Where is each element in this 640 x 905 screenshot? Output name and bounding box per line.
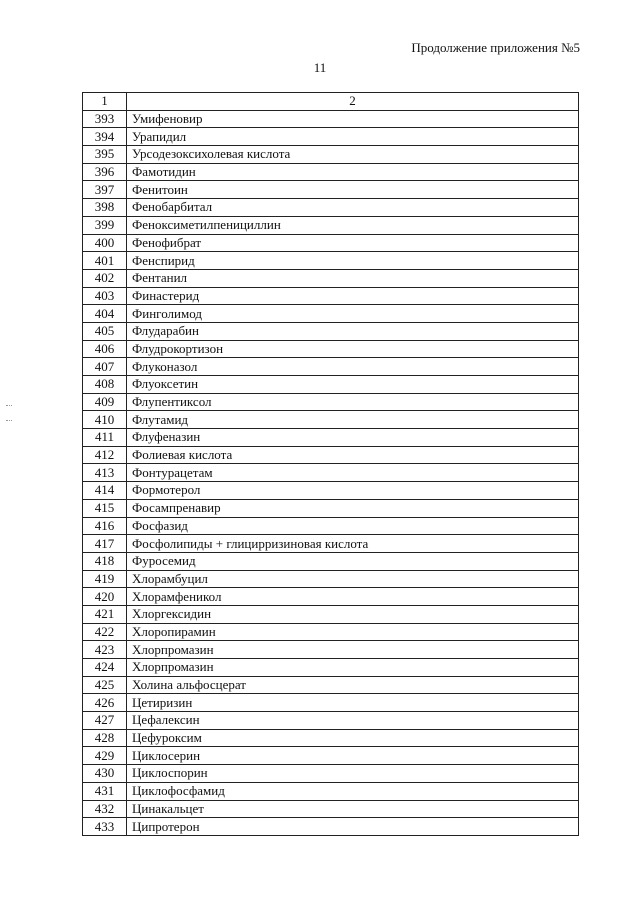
table-row xyxy=(83,358,579,376)
table-row xyxy=(83,605,579,623)
margin-mark xyxy=(6,420,12,421)
table-row xyxy=(83,322,579,340)
table-row xyxy=(83,552,579,570)
table-row xyxy=(83,623,579,641)
margin-mark xyxy=(6,405,12,406)
drug-name: Флуоксетин xyxy=(127,376,579,394)
row-number: 416 xyxy=(83,517,127,535)
row-number: 401 xyxy=(83,252,127,270)
drug-name: Хлорамфеникол xyxy=(127,588,579,606)
table-row xyxy=(83,128,579,146)
row-number: 420 xyxy=(83,588,127,606)
table-row xyxy=(83,517,579,535)
table-row xyxy=(83,765,579,783)
table-row xyxy=(83,234,579,252)
drug-name: Фенобарбитал xyxy=(127,199,579,217)
drug-name: Флупентиксол xyxy=(127,393,579,411)
drug-name: Цетиризин xyxy=(127,694,579,712)
row-number: 430 xyxy=(83,765,127,783)
drug-name: Фентанил xyxy=(127,269,579,287)
drug-name: Цефалексин xyxy=(127,712,579,730)
row-number: 394 xyxy=(83,128,127,146)
drug-name: Циклоспорин xyxy=(127,765,579,783)
table-row xyxy=(83,110,579,128)
row-number: 399 xyxy=(83,216,127,234)
table-row xyxy=(83,694,579,712)
row-number: 429 xyxy=(83,747,127,765)
drug-name: Флуфеназин xyxy=(127,429,579,447)
table-row xyxy=(83,588,579,606)
drug-name: Фосфолипиды + глицирризиновая кислота xyxy=(127,535,579,553)
row-number: 418 xyxy=(83,552,127,570)
table-row xyxy=(83,464,579,482)
row-number: 415 xyxy=(83,499,127,517)
drug-name: Финголимод xyxy=(127,305,579,323)
row-number: 417 xyxy=(83,535,127,553)
row-number: 396 xyxy=(83,163,127,181)
row-number: 403 xyxy=(83,287,127,305)
drug-name: Фуросемид xyxy=(127,552,579,570)
page-number: 11 xyxy=(313,60,327,75)
column-header-name: 2 xyxy=(127,93,579,111)
row-number: 424 xyxy=(83,659,127,677)
table-row xyxy=(83,199,579,217)
drug-name: Холина альфосцерат xyxy=(127,676,579,694)
drug-name: Феноксиметилпенициллин xyxy=(127,216,579,234)
drug-name: Хлорамбуцил xyxy=(127,570,579,588)
row-number: 404 xyxy=(83,305,127,323)
drug-name: Цефуроксим xyxy=(127,729,579,747)
table-row xyxy=(83,499,579,517)
row-number: 426 xyxy=(83,694,127,712)
drug-name: Финастерид xyxy=(127,287,579,305)
drug-name: Хлоропирамин xyxy=(127,623,579,641)
table-row xyxy=(83,800,579,818)
table-row xyxy=(83,181,579,199)
row-number: 397 xyxy=(83,181,127,199)
table-header-row xyxy=(83,93,579,111)
table-row xyxy=(83,641,579,659)
table-row xyxy=(83,535,579,553)
table-row xyxy=(83,376,579,394)
table-row xyxy=(83,482,579,500)
table-row xyxy=(83,570,579,588)
table-row xyxy=(83,163,579,181)
table-row xyxy=(83,252,579,270)
table-row xyxy=(83,729,579,747)
row-number: 407 xyxy=(83,358,127,376)
drug-name: Циклосерин xyxy=(127,747,579,765)
row-number: 395 xyxy=(83,146,127,164)
table-row xyxy=(83,340,579,358)
row-number: 422 xyxy=(83,623,127,641)
row-number: 428 xyxy=(83,729,127,747)
table-row xyxy=(83,659,579,677)
drug-name: Фенитоин xyxy=(127,181,579,199)
row-number: 398 xyxy=(83,199,127,217)
drug-name: Фенофибрат xyxy=(127,234,579,252)
row-number: 393 xyxy=(83,110,127,128)
row-number: 423 xyxy=(83,641,127,659)
row-number: 425 xyxy=(83,676,127,694)
row-number: 410 xyxy=(83,411,127,429)
drug-name: Умифеновир xyxy=(127,110,579,128)
table-row xyxy=(83,287,579,305)
drug-name: Флутамид xyxy=(127,411,579,429)
row-number: 433 xyxy=(83,818,127,836)
row-number: 411 xyxy=(83,429,127,447)
page-header: Продолжение приложения №5 xyxy=(411,40,580,55)
table-row xyxy=(83,216,579,234)
drug-name: Хлорпромазин xyxy=(127,659,579,677)
column-header-number: 1 xyxy=(83,93,127,111)
drug-name: Флуконазол xyxy=(127,358,579,376)
drug-name: Хлоргексидин xyxy=(127,605,579,623)
drug-name: Фосампренавир xyxy=(127,499,579,517)
drug-name: Флудрокортизон xyxy=(127,340,579,358)
drug-name: Хлорпромазин xyxy=(127,641,579,659)
table-row xyxy=(83,411,579,429)
row-number: 419 xyxy=(83,570,127,588)
drug-name: Цинакальцет xyxy=(127,800,579,818)
table-row xyxy=(83,782,579,800)
row-number: 412 xyxy=(83,446,127,464)
row-number: 421 xyxy=(83,605,127,623)
row-number: 432 xyxy=(83,800,127,818)
row-number: 406 xyxy=(83,340,127,358)
table-row xyxy=(83,305,579,323)
table-body xyxy=(83,110,579,835)
row-number: 400 xyxy=(83,234,127,252)
row-number: 431 xyxy=(83,782,127,800)
drug-name: Циклофосфамид xyxy=(127,782,579,800)
drug-name: Формотерол xyxy=(127,482,579,500)
row-number: 405 xyxy=(83,322,127,340)
table-row xyxy=(83,269,579,287)
row-number: 402 xyxy=(83,269,127,287)
table-row xyxy=(83,393,579,411)
table-row xyxy=(83,676,579,694)
table-row xyxy=(83,818,579,836)
drug-table xyxy=(82,92,579,836)
row-number: 409 xyxy=(83,393,127,411)
row-number: 414 xyxy=(83,482,127,500)
drug-name: Фосфазид xyxy=(127,517,579,535)
row-number: 427 xyxy=(83,712,127,730)
table-row xyxy=(83,446,579,464)
drug-name: Фонтурацетам xyxy=(127,464,579,482)
drug-name: Фамотидин xyxy=(127,163,579,181)
drug-name: Урсодезоксихолевая кислота xyxy=(127,146,579,164)
row-number: 413 xyxy=(83,464,127,482)
table-row xyxy=(83,146,579,164)
drug-name: Фенспирид xyxy=(127,252,579,270)
table-row xyxy=(83,429,579,447)
row-number: 408 xyxy=(83,376,127,394)
table-row xyxy=(83,712,579,730)
drug-name: Урапидил xyxy=(127,128,579,146)
drug-name: Фолиевая кислота xyxy=(127,446,579,464)
drug-name: Ципротерон xyxy=(127,818,579,836)
drug-name: Флударабин xyxy=(127,322,579,340)
table-row xyxy=(83,747,579,765)
